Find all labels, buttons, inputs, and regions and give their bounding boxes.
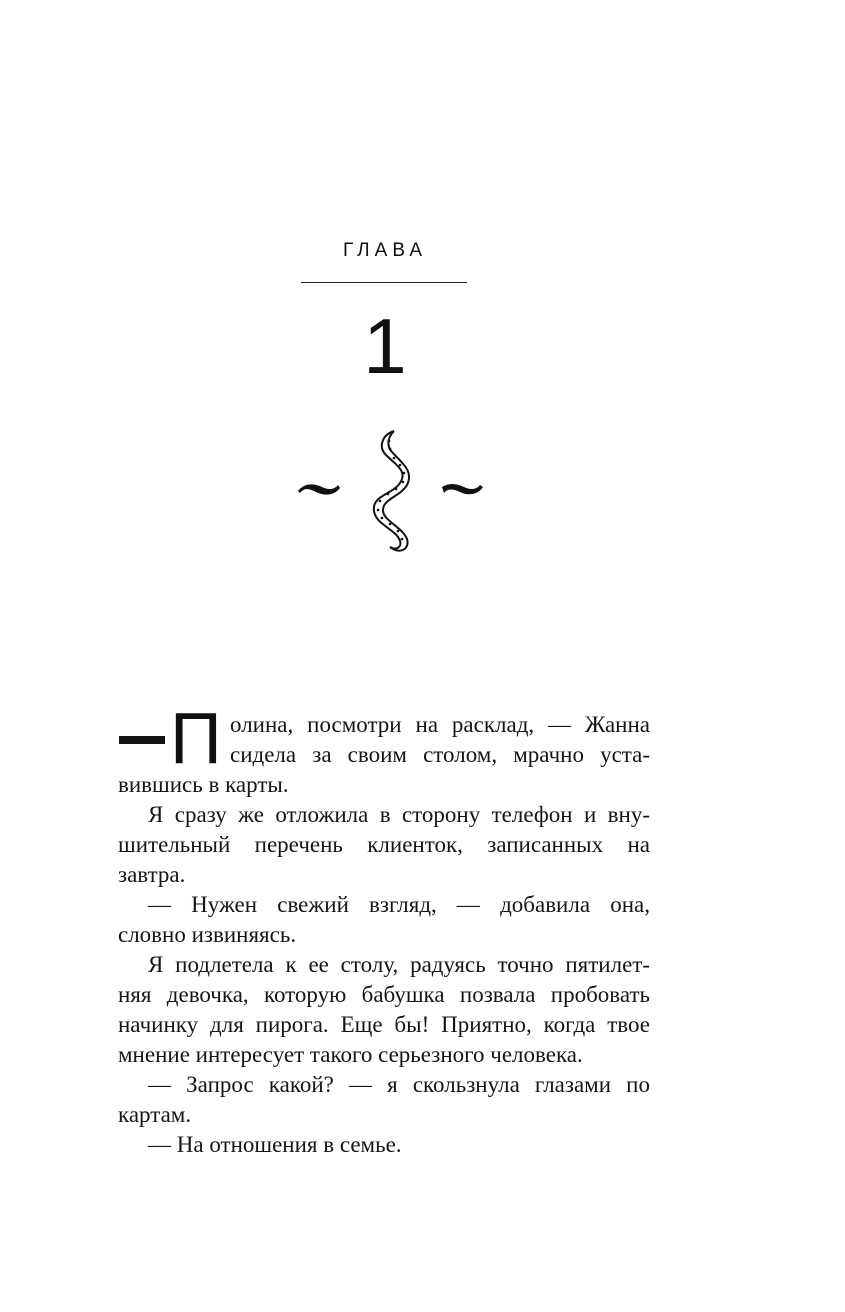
text-line: завтра. [118, 862, 186, 887]
text-line: словно извиняясь. [118, 922, 297, 947]
text-line: Я сразу же отложила в сторону телефон и вну- [148, 802, 650, 827]
text-line: сидела за своим столом, мрачно уста- [230, 742, 650, 767]
text-line: начинку для пирога. Еще бы! Приятно, когда твое [118, 1012, 650, 1037]
text-line: няя девочка, которую бабушка позвала пробовать [118, 982, 650, 1007]
opening-paragraph [118, 699, 650, 800]
left-swash [298, 484, 340, 494]
drop-cap-letter: П [170, 699, 222, 779]
chapter-number: 1 [363, 302, 407, 390]
text-line: шительный перечень клиенток, записанных на [118, 832, 650, 857]
text-line: мнение интересует такого серьезного человека. [118, 1042, 583, 1067]
text-line: — Запрос какой? — я скользнула глазами по [148, 1072, 650, 1097]
drop-cap-lines [230, 710, 650, 770]
text-line: — Нужен свежий взгляд, — добавила она, [148, 892, 650, 917]
drop-dash [119, 736, 165, 744]
drop-cap-tail [118, 770, 650, 800]
text-line: Я подлетела к ее столу, радуясь точно пятилет- [148, 952, 650, 977]
snake-ornament-icon [290, 425, 490, 555]
chapter-divider [301, 282, 467, 283]
chapter-label: ГЛАВА [342, 240, 428, 261]
right-swash [442, 484, 483, 494]
text-line: вившись в карты. [118, 772, 289, 797]
chapter-body [118, 699, 650, 1160]
text-line: — На отношения в семье. [148, 1132, 402, 1157]
text-line: олина, посмотри на расклад, — Жанна [230, 712, 650, 737]
text-line: картам. [118, 1102, 192, 1127]
